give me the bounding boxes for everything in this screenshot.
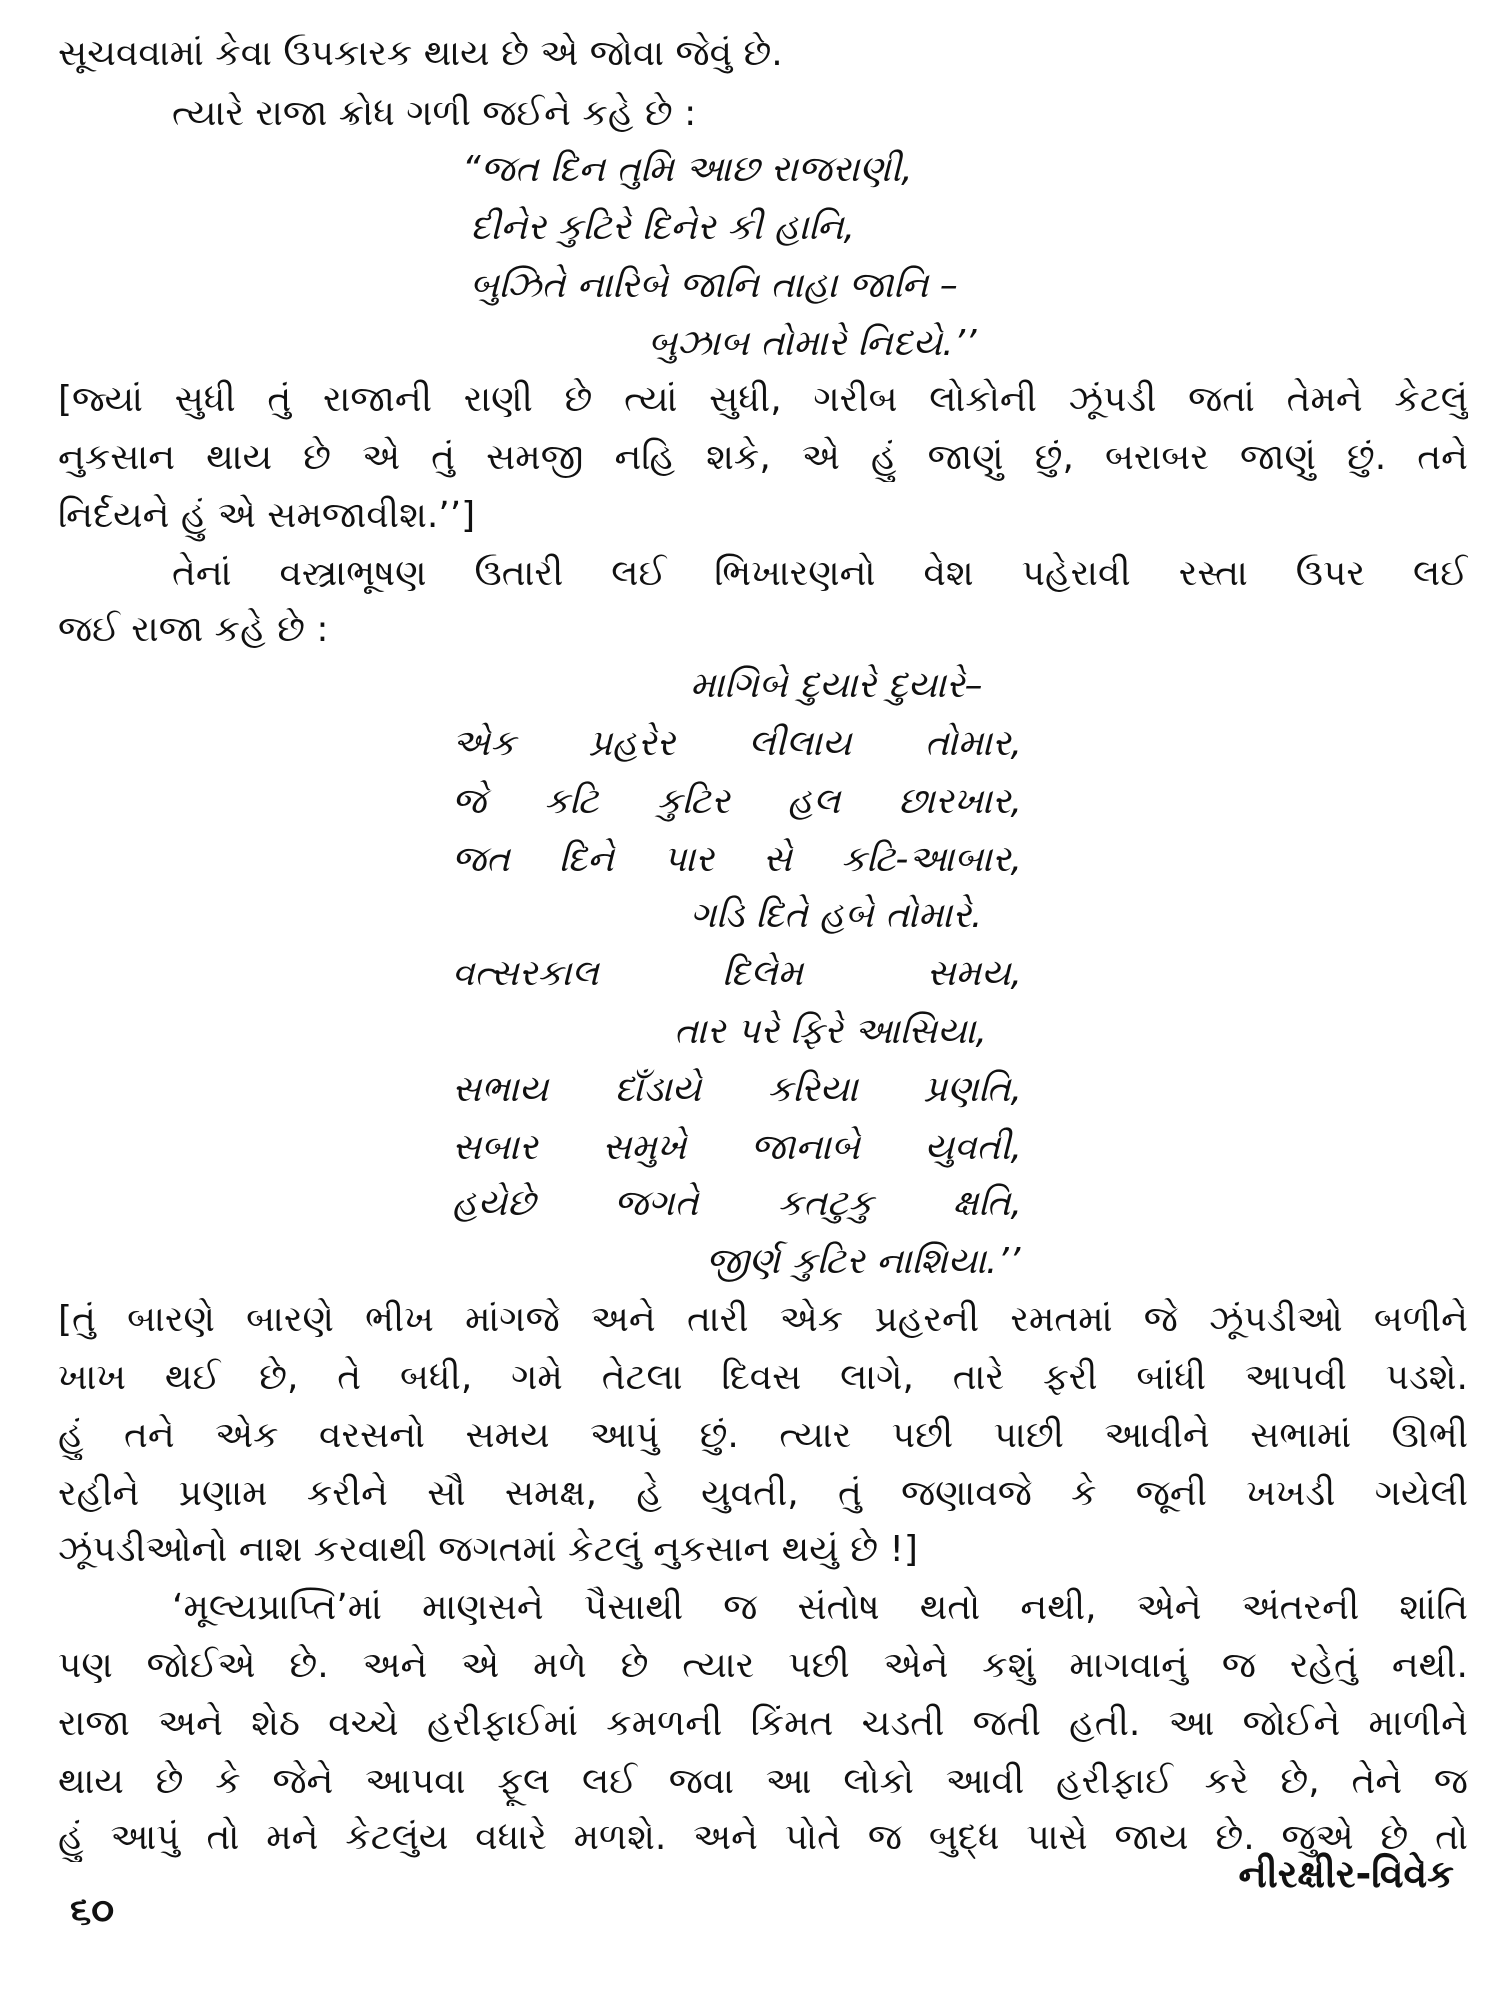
text-line: હું આપું તો મને કેટલુંય વધારે મળશે. અને પોતે જ બુદ્ધ પાસે જાય છે. જુએ છે તો [58, 1817, 1468, 1858]
text-line: સૂચવવામાં કેવા ઉપકારક થાય છે એ જોવા જેવું છે. [58, 33, 783, 74]
verse-line: દીનેર કુટિરે દિનેર કી હાનિ, [470, 207, 855, 248]
verse-line: હયેછે જગતે કતટુકુ ક્ષતિ, [452, 1183, 1022, 1224]
text-line: [તું બારણે બારણે ભીખ માંગજે અને તારી એક પ્રહરની રમતમાં જે ઝૂંપડીઓ બળીને [58, 1299, 1468, 1340]
verse-line: સભાય દાઁડાયે કરિયા પ્રણતિ, [452, 1069, 1022, 1110]
verse-line: ગડિ દિતે હબે તોમારે. [690, 895, 983, 936]
text-line: હું તને એક વરસનો સમય આપું છું. ત્યાર પછી પાછી આવીને સભામાં ઊભી [58, 1415, 1468, 1456]
verse-line: વત્સરકાલ દિલેમ સમય, [452, 953, 1022, 994]
text-line: રહીને પ્રણામ કરીને સૌ સમક્ષ, હે યુવતી, તું જણાવજે કે જૂની ખખડી ગયેલી [58, 1473, 1468, 1514]
text-line: થાય છે કે જેને આપવા ફૂલ લઈ જવા આ લોકો આવી હરીફાઈ કરે છે, તેને જ [58, 1761, 1468, 1802]
text-line: નુકસાન થાય છે એ તું સમજી નહિ શકે, એ હું જાણું છું, બરાબર જાણું છું. તને [58, 437, 1468, 478]
text-line: ત્યારે રાજા ક્રોધ ગળી જઈને કહે છે : [172, 93, 697, 134]
verse-line: એક પ્રહરેર લીલાય તોમાર, [452, 723, 1022, 764]
book-title: નીરક્ષીર-વિવેક [1238, 1852, 1454, 1896]
text-line: [જ્યાં સુધી તું રાજાની રાણી છે ત્યાં સુધી, ગરીબ લોકોની ઝૂંપડી જતાં તેમને કેટલું [58, 379, 1468, 420]
verse-line: સબાર સમુખે જાનાબે યુવતી, [452, 1127, 1022, 1168]
verse-line: માગિબે દુયારે દુયારે– [690, 665, 983, 706]
text-line: જઈ રાજા કહે છે : [58, 609, 329, 650]
verse-line: બુઝિતે નારિબે જાનિ તાહા જાનિ – [470, 265, 958, 306]
text-line: રાજા અને શેઠ વચ્ચે હરીફાઈમાં કમળની કિંમત ચડતી જતી હતી. આ જોઈને માળીને [58, 1703, 1468, 1744]
verse-line: જે કટિ કુટિર હલ છારખાર, [452, 781, 1022, 822]
verse-line: “જત દિન તુમિ આછ રાજરાણી, [462, 149, 913, 190]
text-line: પણ જોઈએ છે. અને એ મળે છે ત્યાર પછી એને કશું માગવાનું જ રહેતું નથી. [58, 1645, 1468, 1686]
text-line: ખાખ થઈ છે, તે બધી, ગમે તેટલા દિવસ લાગે, તારે ફરી બાંધી આપવી પડશે. [58, 1357, 1468, 1398]
text-line: નિર્દયને હું એ સમજાવીશ.’’] [58, 495, 476, 536]
text-line: તેનાં વસ્ત્રાભૂષણ ઉતારી લઈ ભિખારણનો વેશ પહેરાવી રસ્તા ઉપર લઈ [172, 553, 1468, 594]
text-line: ‘મૂલ્યપ્રાપ્તિ’માં માણસને પૈસાથી જ સંતોષ થતો નથી, એને અંતરની શાંતિ [172, 1587, 1468, 1628]
text-line: ઝૂંપડીઓનો નાશ કરવાથી જગતમાં કેટલું નુકસાન થયું છે !] [58, 1529, 918, 1570]
page-number: ૬૦ [70, 1888, 115, 1932]
verse-line: તાર પરે ફિરે આસિયા, [674, 1011, 987, 1052]
verse-line: જીર્ણ કુટિર નાશિયા.’’ [706, 1241, 1021, 1282]
verse-line: જત દિને પાર સે કટિ-આબાર, [452, 839, 1022, 880]
verse-line: બુઝાબ તોમારે નિદયે.’’ [648, 323, 977, 364]
